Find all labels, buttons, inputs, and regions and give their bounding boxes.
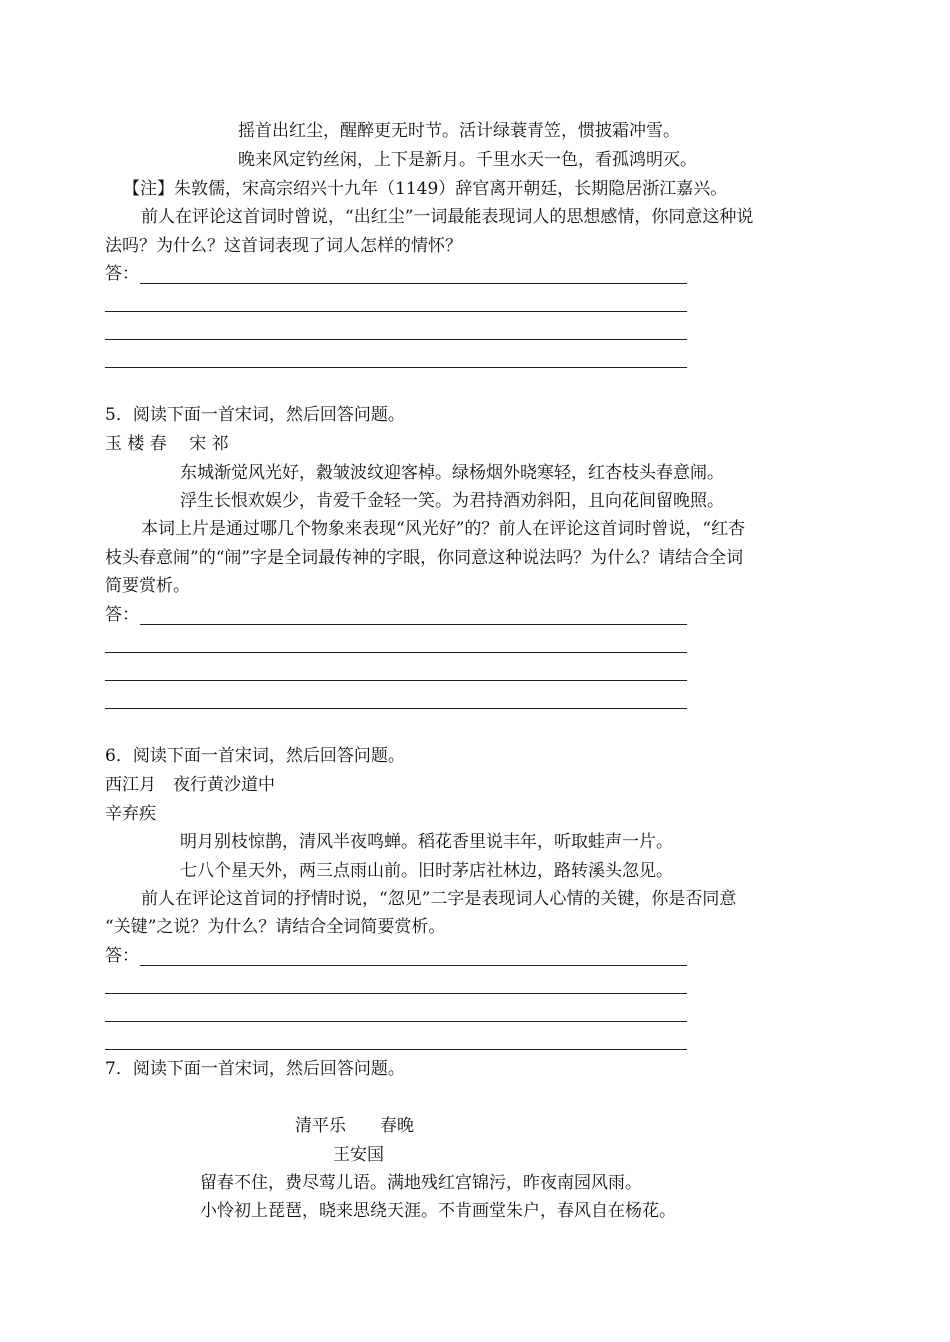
q7-author: 王安国 bbox=[333, 1145, 384, 1165]
q4-answer-line-1[interactable] bbox=[140, 283, 687, 284]
q7-heading: 7．阅读下面一首宋词，然后回答问题。 bbox=[105, 1059, 405, 1079]
q4-poem-line-1: 摇首出红尘，醒醉更无时节。活计绿蓑青笠，惯披霜冲雪。 bbox=[238, 121, 680, 141]
q5-question-line-3: 简要赏析。 bbox=[105, 576, 190, 596]
q4-question-line-2: 法吗？为什么？这首词表现了词人怎样的情怀？ bbox=[105, 236, 462, 256]
q4-question-line-1: 前人在评论这首词时曾说，“出红尘”一词最能表现词人的思想感情，你同意这种说 bbox=[141, 207, 754, 227]
q7-poem-line-1: 留春不住，费尽莺儿语。满地残红宫锦污，昨夜南园风雨。 bbox=[200, 1173, 642, 1193]
q4-answer-label: 答： bbox=[105, 264, 139, 284]
q7-poem-line-2: 小怜初上琵琶，晓来思绕天涯。不肯画堂朱户，春风自在杨花。 bbox=[200, 1201, 676, 1221]
q7-title: 清平乐 春晚 bbox=[295, 1116, 414, 1136]
q6-title: 西江月 夜行黄沙道中 bbox=[105, 775, 275, 795]
q5-answer-line-3[interactable] bbox=[105, 680, 687, 681]
q4-answer-line-3[interactable] bbox=[105, 339, 687, 340]
q6-answer-line-1[interactable] bbox=[140, 965, 687, 966]
q4-answer-line-2[interactable] bbox=[105, 311, 687, 312]
q6-poem-line-1: 明月别枝惊鹊，清风半夜鸣蝉。稻花香里说丰年，听取蛙声一片。 bbox=[180, 832, 673, 852]
q5-question-line-2: 枝头春意闹”的“闹”字是全词最传神的字眼，你同意这种说法吗？为什么？请结合全词 bbox=[105, 548, 744, 568]
q5-poem-line-2: 浮生长恨欢娱少，肯爱千金轻一笑。为君持酒劝斜阳，且向花间留晚照。 bbox=[180, 491, 724, 511]
q6-answer-line-2[interactable] bbox=[105, 993, 687, 994]
q5-answer-line-1[interactable] bbox=[140, 624, 687, 625]
q4-poem-line-2: 晚来风定钓丝闲，上下是新月。千里水天一色，看孤鸿明灭。 bbox=[238, 150, 697, 170]
q5-answer-line-2[interactable] bbox=[105, 652, 687, 653]
q5-poem-line-1: 东城渐觉风光好，縠皱波纹迎客棹。绿杨烟外晓寒轻，红杏枝头春意闹。 bbox=[180, 463, 724, 483]
q5-heading: 5．阅读下面一首宋词，然后回答问题。 bbox=[105, 405, 405, 425]
q5-answer-line-4[interactable] bbox=[105, 708, 687, 709]
q4-note: 【注】朱敦儒，宋高宗绍兴十九年（1149）辞官离开朝廷，长期隐居浙江嘉兴。 bbox=[123, 179, 728, 199]
q6-question-line-2: “关键”之说？为什么？请结合全词简要赏析。 bbox=[105, 917, 446, 937]
q6-heading: 6．阅读下面一首宋词，然后回答问题。 bbox=[105, 746, 405, 766]
q6-answer-line-3[interactable] bbox=[105, 1021, 687, 1022]
q4-answer-line-4[interactable] bbox=[105, 367, 687, 368]
q6-poem-line-2: 七八个星天外，两三点雨山前。旧时茅店社林边，路转溪头忽见。 bbox=[180, 861, 673, 881]
q6-question-line-1: 前人在评论这首词的抒情时说，“忽见”二字是表现词人心情的关键，你是否同意 bbox=[141, 889, 737, 909]
q5-question-line-1: 本词上片是通过哪几个物象来表现“风光好”的？前人在评论这首词时曾说，“红杏 bbox=[141, 519, 746, 539]
q5-title: 玉 楼 春 宋 祁 bbox=[105, 434, 229, 454]
q6-author: 辛弃疾 bbox=[105, 804, 156, 824]
q5-answer-label: 答： bbox=[105, 605, 139, 625]
q6-answer-label: 答： bbox=[105, 946, 139, 966]
q6-answer-line-4[interactable] bbox=[105, 1049, 687, 1050]
